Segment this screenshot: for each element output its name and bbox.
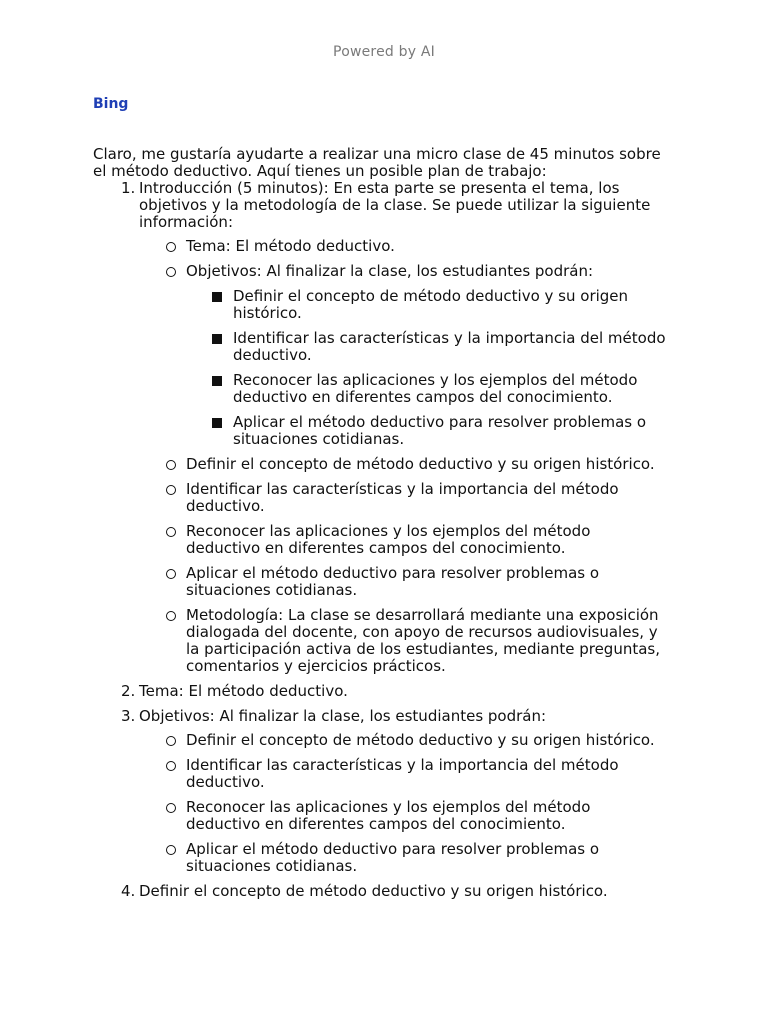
square-bullet-icon: [212, 418, 222, 428]
objective-text: Definir el concepto de método deductivo y su origen histórico.: [233, 287, 629, 322]
objective-text: Aplicar el método deductivo para resolver problemas o situaciones cotidianas.: [233, 413, 647, 448]
sub-item: [139, 799, 668, 833]
sub-item-text: Identificar las características y la importancia del método deductivo.: [186, 756, 619, 791]
plan-item-number: 4.: [121, 882, 136, 900]
sub-item-text: Reconocer las aplicaciones y los ejemplos del método deductivo en diferentes campos del conocimiento.: [186, 522, 591, 557]
sub-item-text: Metodología: La clase se desarrollará mediante una exposición dialogada del docente, con apoyo de recursos audiovisuales, y la participación activa de los estudiantes, mediante preguntas, comentarios y ejercicios prácticos.: [186, 606, 660, 675]
circle-bullet-icon: [166, 527, 176, 537]
circle-bullet-icon: [166, 267, 176, 277]
square-bullet-icon: [212, 292, 222, 302]
objectives-list: [186, 288, 668, 448]
objective-text: Reconocer las aplicaciones y los ejemplos del método deductivo en diferentes campos del conocimiento.: [233, 371, 638, 406]
sub-item-text: Reconocer las aplicaciones y los ejemplos del método deductivo en diferentes campos del conocimiento.: [186, 798, 591, 833]
plan-list: [93, 180, 668, 900]
plan-item-3: [93, 708, 668, 875]
sub-item: [139, 757, 668, 791]
sub-item: [139, 841, 668, 875]
objective-item: [186, 414, 668, 448]
sub-item-text: Aplicar el método deductivo para resolver problemas o situaciones cotidianas.: [186, 564, 600, 599]
sub-list: [139, 732, 668, 875]
circle-bullet-icon: [166, 803, 176, 813]
circle-bullet-icon: [166, 242, 176, 252]
sub-item: [139, 456, 668, 473]
plan-item-text: Definir el concepto de método deductivo y su origen histórico.: [139, 882, 608, 900]
bing-label: Bing: [93, 96, 129, 112]
powered-by-label: Powered by AI: [333, 44, 435, 60]
circle-bullet-icon: [166, 736, 176, 746]
response-content: [93, 146, 668, 908]
plan-item-text: Introducción (5 minutos): En esta parte se presenta el tema, los objetivos y la metodología de la clase. Se puede utilizar la siguiente información:: [139, 179, 651, 231]
circle-bullet-icon: [166, 845, 176, 855]
sub-item: [139, 481, 668, 515]
square-bullet-icon: [212, 376, 222, 386]
objective-item: [186, 330, 668, 364]
circle-bullet-icon: [166, 460, 176, 470]
sub-item-text: Objetivos: Al finalizar la clase, los estudiantes podrán:: [186, 262, 594, 280]
sub-item-text: Definir el concepto de método deductivo y su origen histórico.: [186, 455, 655, 473]
square-bullet-icon: [212, 334, 222, 344]
objective-text: Identificar las características y la importancia del método deductivo.: [233, 329, 666, 364]
plan-item-4: [93, 883, 668, 900]
sub-item-tema: [139, 238, 668, 255]
plan-item-number: 2.: [121, 682, 136, 700]
sub-item-metodologia: [139, 607, 668, 675]
sub-item-objetivos: [139, 263, 668, 448]
plan-item-2: [93, 683, 668, 700]
intro-paragraph: Claro, me gustaría ayudarte a realizar una micro clase de 45 minutos sobre el método deductivo. Aquí tienes un posible plan de trabajo:: [93, 145, 661, 180]
circle-bullet-icon: [166, 761, 176, 771]
sub-item-text: Definir el concepto de método deductivo y su origen histórico.: [186, 731, 655, 749]
plan-item-number: 3.: [121, 707, 136, 725]
circle-bullet-icon: [166, 569, 176, 579]
plan-item-1: [93, 180, 668, 675]
plan-item-text: Tema: El método deductivo.: [139, 682, 348, 700]
objective-item: [186, 372, 668, 406]
plan-item-number: 1.: [121, 179, 136, 197]
circle-bullet-icon: [166, 485, 176, 495]
circle-bullet-icon: [166, 611, 176, 621]
plan-item-text: Objetivos: Al finalizar la clase, los estudiantes podrán:: [139, 707, 547, 725]
objective-item: [186, 288, 668, 322]
sub-item: [139, 523, 668, 557]
sub-item: [139, 732, 668, 749]
sub-item-text: Aplicar el método deductivo para resolver problemas o situaciones cotidianas.: [186, 840, 600, 875]
sub-list: [139, 238, 668, 675]
sub-item-text: Tema: El método deductivo.: [186, 237, 395, 255]
sub-item-text: Identificar las características y la importancia del método deductivo.: [186, 480, 619, 515]
sub-item: [139, 565, 668, 599]
